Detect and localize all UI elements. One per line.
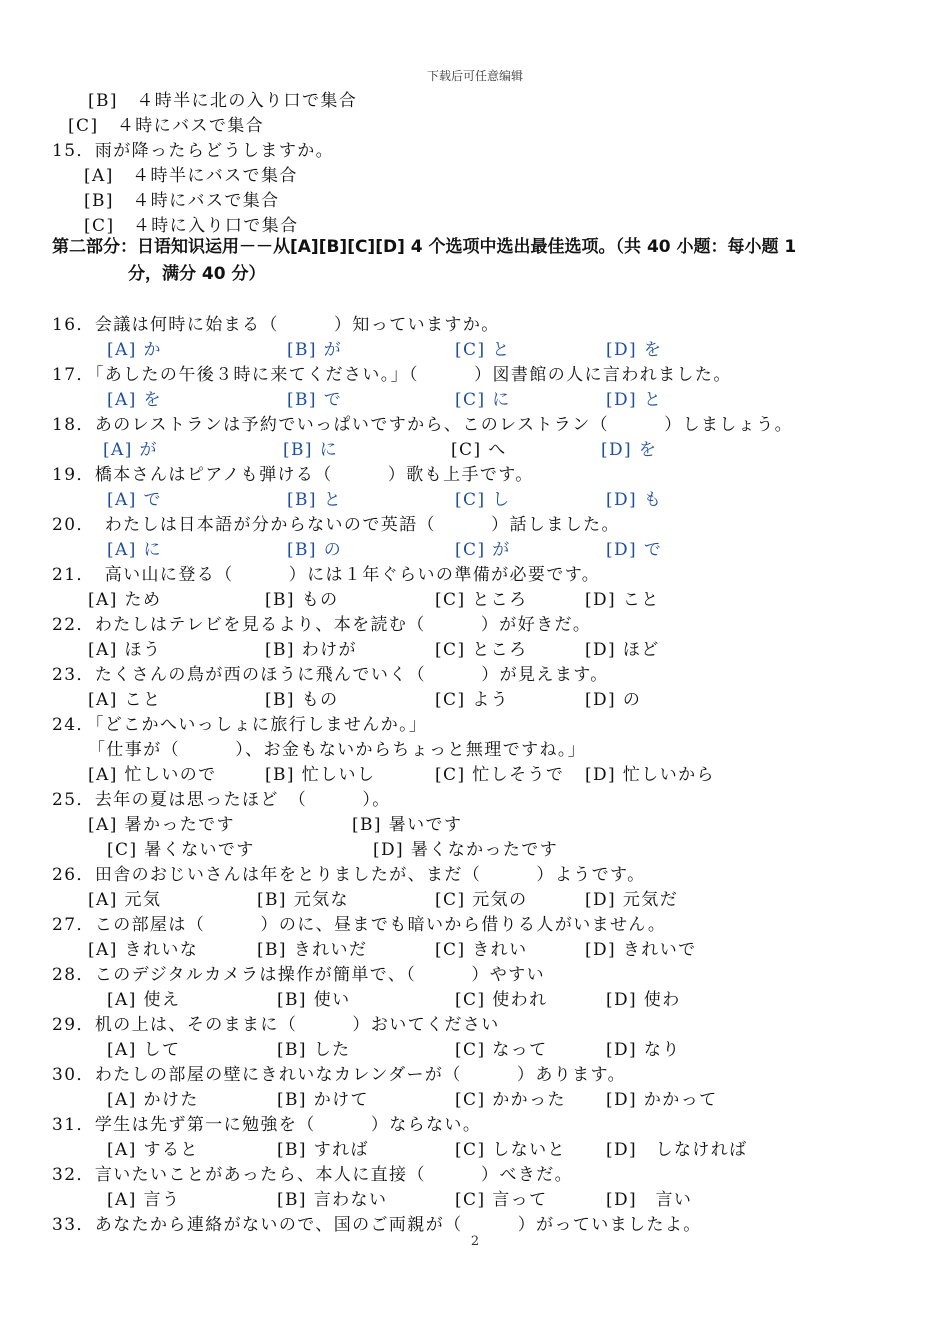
answer-option: [B] もの: [265, 690, 339, 710]
answer-option: [D] しなければ: [606, 1140, 748, 1160]
answer-option: [B] すれば: [277, 1140, 369, 1160]
answer-option: [A] きれいな: [88, 940, 199, 960]
page-number: 2: [470, 1234, 480, 1249]
answer-option-line: [B] ４時にバスで集合: [84, 191, 280, 211]
answer-option: [D] 使わ: [606, 990, 681, 1010]
answer-option: [D] 忙しいから: [585, 765, 715, 785]
question-stem: 19．橋本さんはピアノも弾ける（ ）歌も上手です。: [52, 465, 534, 485]
answer-option: [C] 暑くないです: [107, 840, 255, 860]
answer-option: [A] 忙しいので: [88, 765, 217, 785]
answer-option: [D] を: [601, 440, 658, 460]
answer-option: [D] こと: [585, 590, 660, 610]
answer-option: [B] 暑いです: [352, 815, 463, 835]
answer-option: [D] かかって: [606, 1090, 718, 1110]
question-stem: 27．この部屋は（ ）のに、昼までも暗いから借りる人がいません。: [52, 915, 667, 935]
question-stem: 16．会議は何時に始まる（ ）知っていますか。: [52, 315, 500, 335]
answer-option: [A] ほう: [88, 640, 162, 660]
answer-option: [A] で: [107, 490, 162, 510]
answer-option-line: [C] ４時にバスで集合: [68, 116, 265, 136]
answer-option: [B] が: [287, 340, 343, 360]
answer-option: [A] 使え: [107, 990, 181, 1010]
answer-option: [A] が: [103, 440, 158, 460]
answer-option: [A] を: [107, 390, 162, 410]
answer-option: [D] で: [606, 540, 663, 560]
answer-option: [D] なり: [606, 1040, 681, 1060]
question-stem: 18．あのレストランは予約でいっぱいですから、このレストラン（ ）しましょう。: [52, 415, 794, 435]
answer-option: [C] ところ: [435, 640, 528, 660]
answer-option: [A] ため: [88, 590, 162, 610]
answer-option: [C] 言って: [455, 1190, 548, 1210]
answer-option: [B] もの: [265, 590, 339, 610]
question-stem: 21． 高い山に登る（ ）には１年ぐらいの準備が必要です。: [52, 565, 601, 585]
answer-option: [A] 元気: [88, 890, 162, 910]
answer-option: [B] で: [287, 390, 343, 410]
answer-option: [D] きれいで: [585, 940, 697, 960]
answer-option: [B] した: [277, 1040, 351, 1060]
question-stem: 22．わたしはテレビを見るより、本を読む（ ）が好きだ。: [52, 615, 592, 635]
answer-option: [C] きれい: [435, 940, 528, 960]
question-stem: 26．田舎のおじいさんは年をとりましたが、まだ（ ）ようです。: [52, 865, 646, 885]
answer-option: [D] 暑くなかったです: [373, 840, 559, 860]
answer-option: [D] も: [606, 490, 663, 510]
answer-option: [D] ほど: [585, 640, 660, 660]
answer-option: [A] か: [107, 340, 162, 360]
answer-option: [C] が: [455, 540, 511, 560]
question-stem: 29．机の上は、そのままに（ ）おいてください: [52, 1015, 500, 1035]
answer-option: [D] と: [606, 390, 663, 410]
answer-option: [C] ところ: [435, 590, 528, 610]
answer-option: [A] かけた: [107, 1090, 199, 1110]
section-heading: [52, 234, 912, 288]
answer-option: [A] 暑かったです: [88, 815, 235, 835]
question-stem: 24．「どこかへいっしょに旅行しませんか。」: [52, 715, 428, 735]
answer-option-line: [A] ４時半にバスで集合: [84, 166, 298, 186]
answer-option-line: [C] ４時に入り口で集合: [84, 216, 299, 236]
question-dialogue-line: 「仕事が（ ）、お金もないからちょっと無理ですね。」: [88, 740, 587, 760]
question-stem: 28．このデジタルカメラは操作が簡単で、（ ）やすい: [52, 965, 545, 985]
page-header: 下载后可任意编辑: [426, 69, 523, 83]
answer-option: [C] へ: [451, 440, 507, 460]
answer-option: [A] に: [107, 540, 162, 560]
question-stem: 17．「あしたの午後３時に来てください。」（ ）図書館の人に言われました。: [52, 365, 732, 385]
question-stem: 23．たくさんの鳥が西のほうに飛んでいく（ ）が見えます。: [52, 665, 609, 685]
answer-option: [B] 使い: [277, 990, 351, 1010]
answer-option: [C] 忙しそうで: [435, 765, 565, 785]
answer-option: [B] わけが: [265, 640, 357, 660]
question-stem: 33．あなたから連絡がないので、国のご両親が（ ）がっていましたよ。: [52, 1215, 702, 1235]
answer-option: [C] なって: [455, 1040, 548, 1060]
answer-option: [D] を: [606, 340, 663, 360]
answer-option: [C] かかった: [455, 1090, 566, 1110]
answer-option: [C] 元気の: [435, 890, 528, 910]
answer-option: [A] こと: [88, 690, 162, 710]
answer-option-line: [B] ４時半に北の入り口で集合: [88, 91, 358, 111]
answer-option: [B] と: [287, 490, 343, 510]
answer-option: [A] 言う: [107, 1190, 181, 1210]
answer-option: [B] に: [283, 440, 339, 460]
answer-option: [C] し: [455, 490, 511, 510]
answer-option: [B] かけて: [277, 1090, 369, 1110]
answer-option: [B] きれいだ: [257, 940, 368, 960]
question-stem: 30．わたしの部屋の壁にきれいなカレンダーが（ ）あります。: [52, 1065, 626, 1085]
question-stem: 31．学生は先ず第一に勉強を（ ）ならない。: [52, 1115, 482, 1135]
answer-option: [A] して: [107, 1040, 181, 1060]
answer-option-line: 15．雨が降ったらどうしますか。: [52, 141, 335, 161]
answer-option: [C] に: [455, 390, 511, 410]
answer-option: [C] よう: [435, 690, 510, 710]
answer-option: [B] 元気な: [257, 890, 349, 910]
answer-option: [B] 忙しいし: [265, 765, 376, 785]
section-heading-line1: 第二部分：日语知识运用－－从[A][B][C][D] 4 个选项中选出最佳选项。（共 40 小题：每小题 1: [52, 237, 797, 257]
answer-option: [B] 言わない: [277, 1190, 388, 1210]
answer-option: [D] 言い: [606, 1190, 693, 1210]
answer-option: [B] の: [287, 540, 343, 560]
answer-option: [C] と: [455, 340, 511, 360]
answer-option: [C] 使われ: [455, 990, 548, 1010]
section-heading-line2: 分，满分 40 分）: [128, 264, 266, 284]
answer-option: [D] 元気だ: [585, 890, 679, 910]
answer-option: [C] しないと: [455, 1140, 566, 1160]
question-stem: 25．去年の夏は思ったほど （ ）。: [52, 790, 391, 810]
answer-option: [D] の: [585, 690, 642, 710]
answer-option: [A] すると: [107, 1140, 199, 1160]
question-stem: 20． わたしは日本語が分からないので英語（ ）話しました。: [52, 515, 620, 535]
question-stem: 32．言いたいことがあったら、本人に直接（ ）べきだ。: [52, 1165, 574, 1185]
